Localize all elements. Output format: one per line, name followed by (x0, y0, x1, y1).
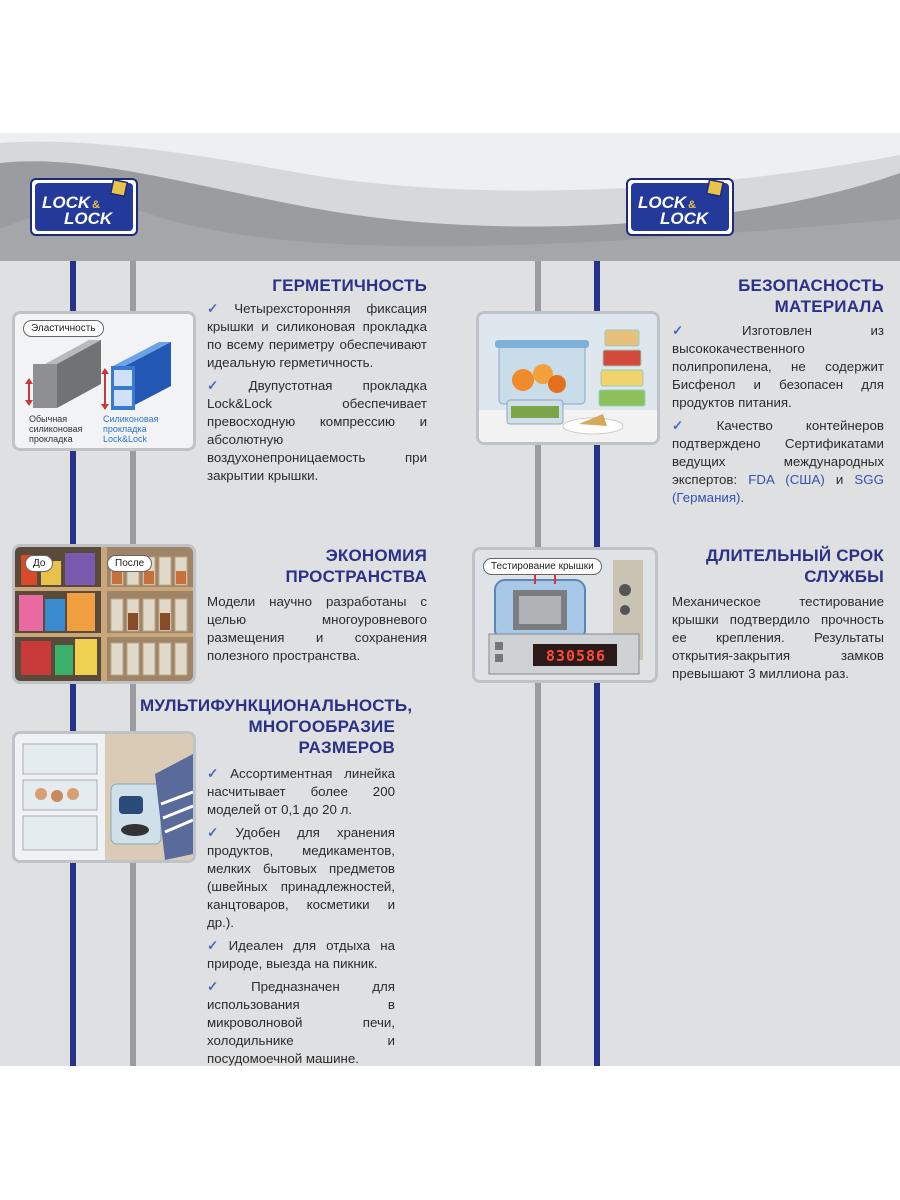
lid-test-image (472, 547, 658, 683)
before-after-image (12, 544, 196, 684)
logo-amp: & (92, 199, 100, 211)
list-item: ✓ Предназначен для использования в микроволновой печи, холодильнике и посудомоечной машине. (207, 979, 395, 1066)
list-item: ✓ Четырехсторонняя фиксация крышки и силиконовая прокладка по всему периметру обеспечивают идеальную герметичность. (207, 301, 427, 370)
durability-text: Механическое тестирование крышки подтвердило прочность ее крепления. Результаты открытия-закрытия замков превышают 3 миллиона раз. (672, 594, 884, 681)
food-containers-graphic (479, 314, 657, 442)
check-icon: ✓ (207, 766, 227, 781)
after-tag: После (107, 555, 152, 572)
check-icon: ✓ (207, 825, 232, 840)
list-item: ✓ Удобен для хранения продуктов, медикаментов, мелких бытовых предметов (швейных принадлежностей, канцтоваров, косметики и др.). (207, 825, 395, 930)
check-icon: ✓ (207, 301, 231, 316)
lid-test-tag: Тестирование крышки (483, 558, 602, 575)
space-title: ЭКОНОМИЯ ПРОСТРАНСТВА (285, 546, 427, 586)
gasket-regular-caption: Обычная силиконовая прокладка (29, 414, 83, 444)
safety-text (672, 322, 884, 512)
check-icon: ✓ (672, 418, 713, 433)
tightness-title: ГЕРМЕТИЧНОСТЬ (272, 276, 427, 295)
before-tag: До (25, 555, 53, 572)
elasticity-tag: Эластичность (23, 320, 104, 337)
list-item: ✓ Ассортиментная линейка насчитывает более 200 моделей от 0,1 до 20 л. (207, 766, 395, 817)
list-item: ✓ Изготовлен из высококачественного полипропилена, не содержит Бисфенол и безопасен для продуктов питания. (672, 323, 884, 410)
logo-word-1: LOCK (638, 193, 687, 212)
durability-title: ДЛИТЕЛЬНЫЙ СРОК СЛУЖБЫ (706, 546, 884, 586)
check-icon: ✓ (207, 938, 225, 953)
food-containers-image (476, 311, 660, 445)
tightness-text (207, 300, 427, 490)
multi-title: МУЛЬТИФУНКЦИОНАЛЬНОСТЬ, МНОГООБРАЗИЕ РАЗМЕРОВ (140, 696, 413, 757)
cycle-counter: 830586 (545, 647, 607, 665)
safety-title: БЕЗОПАСНОСТЬ МАТЕРИАЛА (738, 276, 884, 316)
check-icon: ✓ (672, 323, 739, 338)
check-icon: ✓ (207, 979, 248, 994)
multi-text (207, 765, 395, 1066)
list-item: ✓ Идеален для отдыха на природе, выезда на пикник. (207, 938, 395, 971)
usage-examples-image (12, 731, 196, 863)
logo-word-1: LOCK (42, 193, 91, 212)
check-icon: ✓ (207, 378, 245, 393)
elasticity-image (12, 311, 196, 451)
space-text: Модели научно разработаны с целью многоуровневого размещения и сохранения полезного пространства. (207, 594, 427, 663)
brand-logo-right (626, 178, 734, 236)
list-item: ✓ Качество контейнеров подтверждено Сертификатами ведущих международных экспертов: FDA (США) и SGG (Германия). (672, 418, 884, 505)
usage-examples-graphic (15, 734, 193, 860)
brochure-board (0, 133, 900, 1066)
gasket-locklock-caption: Силиконовая прокладка Lock&Lock (103, 414, 159, 444)
logo-amp: & (688, 199, 696, 211)
brand-logo-left (30, 178, 138, 236)
logo-word-2: LOCK (64, 209, 113, 228)
logo-word-2: LOCK (660, 209, 709, 228)
list-item: ✓ Двупустотная прокладка Lock&Lock обеспечивает превосходную компрессию и абсолютную воздухонепроницаемость при закрытии крышки. (207, 378, 427, 483)
